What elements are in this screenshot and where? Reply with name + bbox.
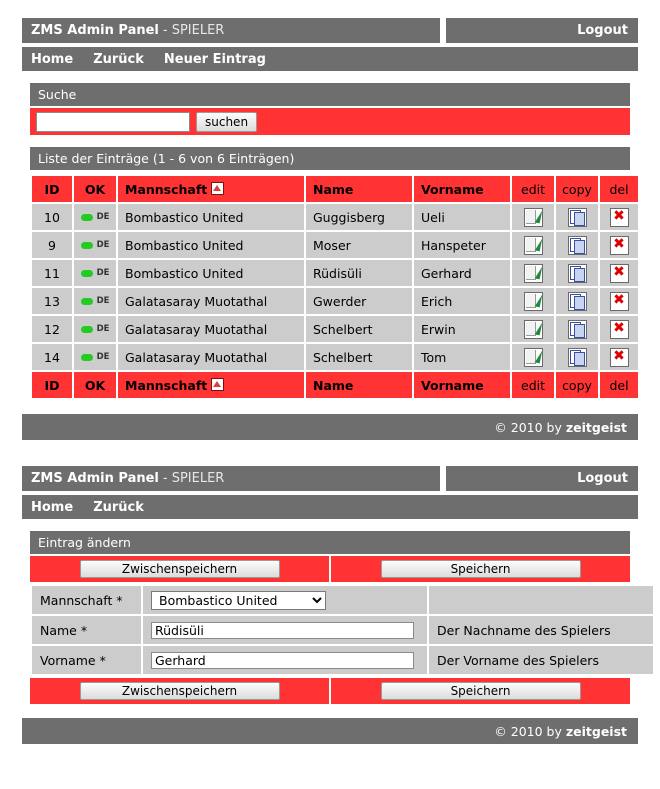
hint-name: Der Nachname des Spielers (429, 616, 653, 644)
search-heading: Suche (30, 83, 630, 106)
cell-vorname: Hanspeter (414, 232, 510, 258)
app-title-strong: ZMS Admin Panel (31, 23, 159, 38)
vorname-input[interactable] (151, 652, 414, 669)
cell-ok-lang: DE (96, 296, 110, 306)
cell-copy[interactable] (556, 344, 598, 370)
cell-name: Rüdisüli (306, 260, 412, 286)
copy-icon[interactable] (568, 292, 587, 311)
cell-name: Guggisberg (306, 204, 412, 230)
nav-item-home[interactable]: Home (31, 51, 74, 67)
col-mannschaft-bottom[interactable] (118, 372, 304, 398)
col-vorname[interactable]: Vorname (414, 176, 510, 202)
edit-icon[interactable] (524, 348, 543, 367)
copy-icon[interactable] (568, 236, 587, 255)
edit-icon[interactable] (524, 208, 543, 227)
edit-icon[interactable] (524, 320, 543, 339)
copyright-text: © 2010 by (494, 419, 562, 435)
list-heading: Liste der Einträge (1 - 6 von 6 Einträgen) (30, 147, 630, 170)
cell-vorname: Erich (414, 288, 510, 314)
col-ok-bottom[interactable]: OK (74, 372, 116, 398)
mannschaft-select[interactable] (151, 591, 326, 610)
cell-mannschaft: Bombastico United (118, 204, 304, 230)
cell-edit[interactable] (512, 232, 554, 258)
panel-gap (0, 440, 660, 466)
cell-del[interactable] (600, 288, 638, 314)
cell-ok (74, 232, 116, 258)
cell-vorname: Erwin (414, 316, 510, 342)
cell-id: 12 (32, 316, 72, 342)
form-nav-item-home[interactable]: Home (31, 499, 74, 515)
form-row-mannschaft (32, 586, 653, 614)
col-ok[interactable]: OK (74, 176, 116, 202)
col-del-bottom: del (600, 372, 638, 398)
status-led-icon (81, 242, 93, 249)
cell-copy[interactable] (556, 316, 598, 342)
table-row (32, 204, 638, 230)
cell-vorname: Tom (414, 344, 510, 370)
form-footer (22, 718, 638, 744)
draft-button-cell-top (30, 556, 329, 582)
list-footer (22, 414, 638, 440)
draft-save-button-top[interactable]: Zwischenspeichern (80, 560, 280, 578)
title-bar (22, 18, 638, 43)
nav-item-neuer-eintrag[interactable]: Neuer Eintrag (163, 51, 266, 67)
top-spacer (0, 0, 660, 18)
copy-icon[interactable] (568, 320, 587, 339)
cell-edit[interactable] (512, 288, 554, 314)
form-buttons-top (30, 556, 630, 582)
col-copy: copy (556, 176, 598, 202)
cell-copy[interactable] (556, 204, 598, 230)
status-led-icon (81, 298, 93, 305)
cell-edit[interactable] (512, 204, 554, 230)
cell-vorname: Ueli (414, 204, 510, 230)
form-panel (0, 440, 660, 744)
edit-icon[interactable] (524, 236, 543, 255)
form-navbar (22, 495, 638, 519)
edit-icon[interactable] (524, 292, 543, 311)
delete-icon[interactable] (610, 320, 629, 339)
form-copyright-text: © 2010 by (494, 723, 562, 739)
table-header-row-bottom (32, 372, 638, 398)
cell-name: Schelbert (306, 316, 412, 342)
cell-ok-lang: DE (96, 240, 110, 250)
delete-icon[interactable] (610, 292, 629, 311)
cell-mannschaft: Galatasaray Muotathal (118, 316, 304, 342)
col-mannschaft-label: Mannschaft (125, 181, 208, 197)
form-app-title-context: - SPIELER (162, 471, 225, 486)
cell-id: 14 (32, 344, 72, 370)
cell-copy[interactable] (556, 260, 598, 286)
delete-icon[interactable] (610, 348, 629, 367)
name-input[interactable] (151, 622, 414, 639)
cell-edit[interactable] (512, 316, 554, 342)
cell-ok-lang: DE (96, 324, 110, 334)
cell-edit[interactable] (512, 344, 554, 370)
save-button-cell-top (331, 556, 630, 582)
search-button[interactable]: suchen (196, 112, 257, 132)
edit-form-table (30, 584, 655, 676)
table-row (32, 316, 638, 342)
form-app-title (22, 466, 440, 491)
cell-ok (74, 260, 116, 286)
cell-ok (74, 316, 116, 342)
cell-vorname: Gerhard (414, 260, 510, 286)
cell-name: Schelbert (306, 344, 412, 370)
copy-icon[interactable] (568, 348, 587, 367)
save-button-cell-bottom (331, 678, 630, 704)
cell-mannschaft: Bombastico United (118, 232, 304, 258)
table-header-row-top (32, 176, 638, 202)
table-row (32, 288, 638, 314)
hint-mannschaft (429, 586, 653, 614)
hint-vorname: Der Vorname des Spielers (429, 646, 653, 674)
field-name-cell (143, 616, 427, 644)
col-id[interactable]: ID (32, 176, 72, 202)
form-brand-name: zeitgeist (565, 723, 627, 739)
entries-table-wrap (30, 174, 630, 400)
sort-ascending-icon[interactable] (211, 182, 224, 195)
cell-del[interactable] (600, 344, 638, 370)
cell-del[interactable] (600, 232, 638, 258)
col-name[interactable]: Name (306, 176, 412, 202)
logout-button[interactable]: Logout (446, 18, 638, 43)
cell-mannschaft: Galatasaray Muotathal (118, 288, 304, 314)
cell-id: 11 (32, 260, 72, 286)
col-del: del (600, 176, 638, 202)
cell-ok-lang: DE (96, 268, 110, 278)
cell-ok (74, 288, 116, 314)
form-row-vorname (32, 646, 653, 674)
status-led-icon (81, 270, 93, 277)
nav-item-zurueck[interactable]: Zurück (93, 51, 144, 67)
brand-name: zeitgeist (565, 419, 627, 435)
col-edit: edit (512, 176, 554, 202)
sort-ascending-icon[interactable] (211, 378, 224, 391)
delete-icon[interactable] (610, 264, 629, 283)
field-mannschaft-cell (143, 586, 427, 614)
form-row-name (32, 616, 653, 644)
cell-del[interactable] (600, 316, 638, 342)
cell-ok-lang: DE (96, 352, 110, 362)
cell-id: 10 (32, 204, 72, 230)
form-logout-button[interactable]: Logout (446, 466, 638, 491)
save-button-top[interactable]: Speichern (381, 560, 581, 578)
edit-icon[interactable] (524, 264, 543, 283)
field-vorname-cell (143, 646, 427, 674)
cell-ok-lang: DE (96, 212, 110, 222)
table-row (32, 344, 638, 370)
cell-edit[interactable] (512, 260, 554, 286)
col-mannschaft[interactable] (118, 176, 304, 202)
form-nav-item-zurueck[interactable]: Zurück (93, 499, 144, 515)
draft-button-cell-bottom (30, 678, 329, 704)
status-led-icon (81, 214, 93, 221)
cell-name: Moser (306, 232, 412, 258)
save-button-bottom[interactable]: Speichern (381, 682, 581, 700)
delete-icon[interactable] (610, 208, 629, 227)
col-id-bottom[interactable]: ID (32, 372, 72, 398)
cell-id: 9 (32, 232, 72, 258)
copy-icon[interactable] (568, 264, 587, 283)
copy-icon[interactable] (568, 208, 587, 227)
list-navbar (22, 47, 638, 71)
label-name: Name * (32, 616, 141, 644)
cell-id: 13 (32, 288, 72, 314)
col-edit-bottom: edit (512, 372, 554, 398)
cell-del[interactable] (600, 260, 638, 286)
app-title-context: - SPIELER (162, 23, 225, 38)
cell-mannschaft: Galatasaray Muotathal (118, 344, 304, 370)
col-vorname-bottom[interactable]: Vorname (414, 372, 510, 398)
search-strip (30, 108, 630, 135)
label-mannschaft: Mannschaft * (32, 586, 141, 614)
col-mannschaft-bottom-label: Mannschaft (125, 377, 208, 393)
form-app-title-strong: ZMS Admin Panel (31, 471, 159, 486)
col-name-bottom[interactable]: Name (306, 372, 412, 398)
search-input[interactable] (36, 112, 190, 132)
entries-table (30, 174, 640, 400)
form-title-bar (22, 466, 638, 491)
delete-icon[interactable] (610, 236, 629, 255)
label-vorname: Vorname * (32, 646, 141, 674)
status-led-icon (81, 354, 93, 361)
table-row (32, 232, 638, 258)
cell-ok (74, 204, 116, 230)
app-title (22, 18, 440, 43)
form-heading: Eintrag ändern (30, 531, 630, 554)
cell-copy[interactable] (556, 288, 598, 314)
table-row (32, 260, 638, 286)
cell-ok (74, 344, 116, 370)
cell-del[interactable] (600, 204, 638, 230)
status-led-icon (81, 326, 93, 333)
col-copy-bottom: copy (556, 372, 598, 398)
cell-copy[interactable] (556, 232, 598, 258)
draft-save-button-bottom[interactable]: Zwischenspeichern (80, 682, 280, 700)
cell-mannschaft: Bombastico United (118, 260, 304, 286)
cell-name: Gwerder (306, 288, 412, 314)
form-buttons-bottom (30, 678, 630, 704)
